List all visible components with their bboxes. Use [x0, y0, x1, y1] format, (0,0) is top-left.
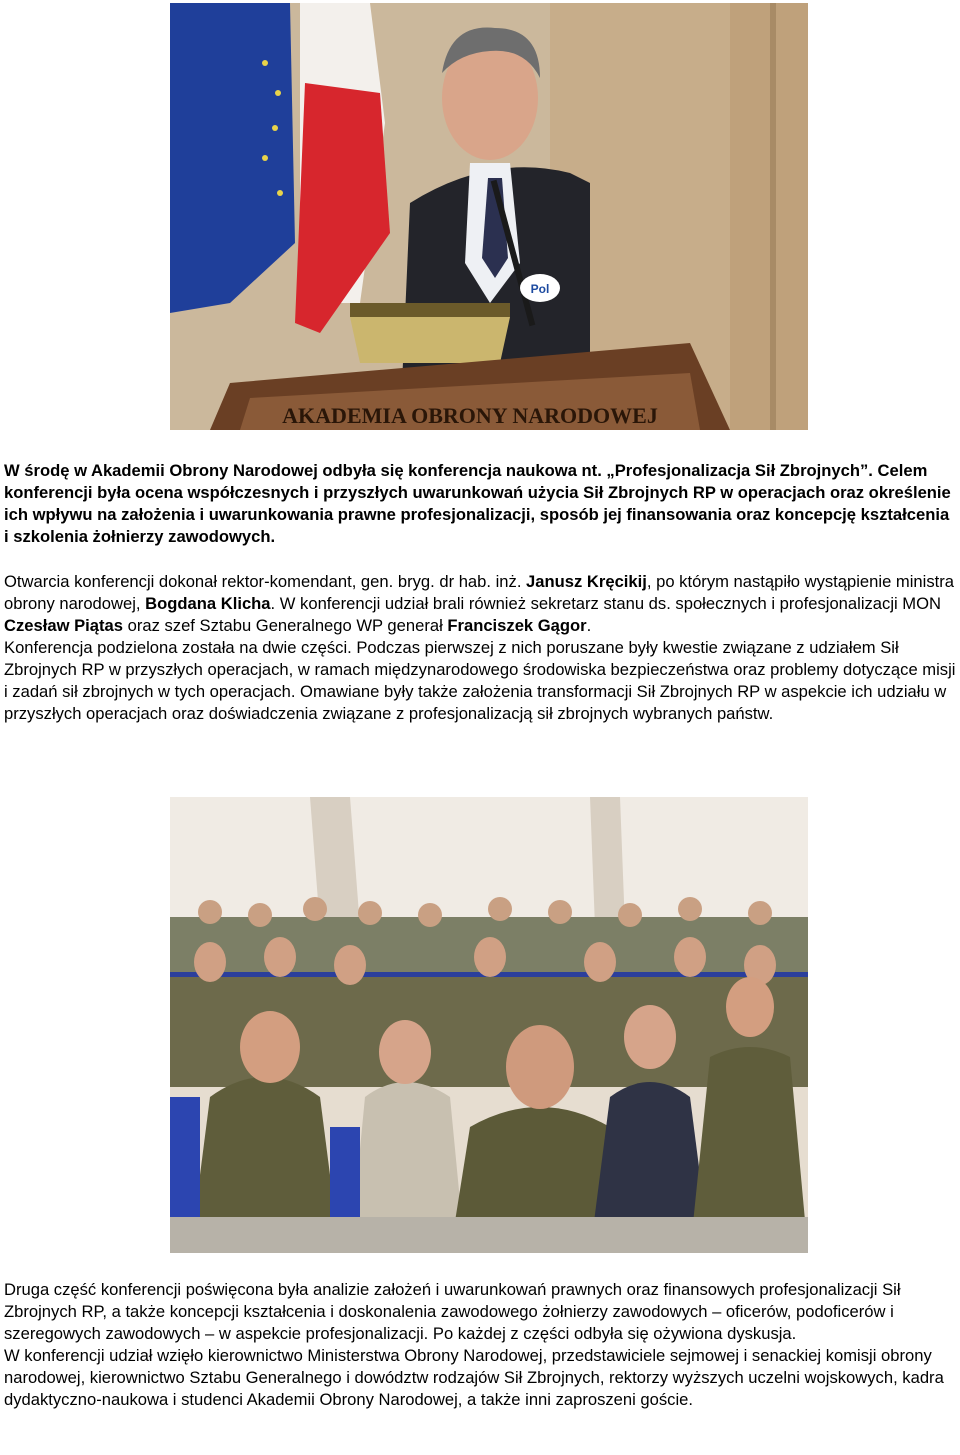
opening-paragraph [4, 571, 956, 637]
first-part-paragraph: Konferencja podzielona została na dwie części. Podczas pierwszej z nich poruszane były kwestie związane z udziałem Sił Zbrojnych RP w przyszłych operacjach, w ramach międzynarodowego środowiska bezpieczeństwa oraz problemy dotyczące misji i zadań sił zbrojnych w tych operacjach. Omawiane były także założenia transformacji Sił Zbrojnych RP w aspekcie ich udziału w przyszłych operacjach oraz doświadczenia związane z profesjonalizacją sił zbrojnych wybranych państw. [4, 638, 956, 723]
speaker-photo-illustration [170, 3, 808, 430]
speaker-photo [170, 3, 808, 430]
opening-text-c: . W konferencji udział brali również sekretarz stanu ds. społecznych i profesjonalizacji MON [270, 594, 942, 613]
second-part-paragraph: Druga część konferencji poświęcona była analizie założeń i uwarunkowań prawnych oraz finansowych profesjonalizacji Sił Zbrojnych RP, a także koncepcji kształcenia i doskonalenia zawodowego żołnierzy zawodowych – oficerów, podoficerów i szeregowych zawodowych – w aspekcie profesjonalizacji. Po każdej z części odbyła się ożywiona dyskusja. [4, 1280, 901, 1343]
person-name-minister: Bogdana Klicha [145, 594, 271, 613]
lectern-banner-text: AKADEMIA OBRONY NARODOWEJ [282, 403, 658, 428]
opening-text-e: . [586, 616, 592, 635]
audience-photo-illustration [170, 797, 808, 1253]
opening-text-b: , po którym nastąpiło wystąpienie ministra obrony narodowej, [4, 572, 954, 613]
body-section-1 [4, 571, 956, 725]
person-name-rector: Janusz Kręcikij [526, 572, 647, 591]
lead-section [4, 460, 956, 548]
opening-text-a: Otwarcia konferencji dokonał rektor-komendant, gen. bryg. dr hab. inż. [4, 572, 527, 591]
participants-paragraph: W konferencji udział wzięło kierownictwo Ministerstwa Obrony Narodowej, przedstawiciele sejmowej i senackiej komisji obrony narodowej, kierownictwo Sztabu Generalnego i dowództw rodzajów Sił Zbrojnych, rektorzy wyższych uczelni wojskowych, kadra dydaktyczno-naukowa i studenci Akademii Obrony Narodowej, a także inni zaproszeni goście. [4, 1346, 944, 1409]
lead-paragraph: W środę w Akademii Obrony Narodowej odbyła się konferencja naukowa nt. „Profesjonalizacja Sił Zbrojnych”. Celem konferencji była ocena współczesnych i przyszłych uwarunkowań użycia Sił Zbrojnych RP w operacjach oraz określenie ich wpływu na założenia i uwarunkowania prawne profesjonalizacji, sposób jej finansowania oraz koncepcję kształcenia i szkolenia żołnierzy zawodowych. [4, 461, 951, 546]
audience-photo [170, 797, 808, 1253]
person-name-secretary: Czesław Piątas [4, 616, 123, 635]
person-name-general: Franciszek Gągor [447, 616, 587, 635]
opening-text-d: oraz szef Sztabu Generalnego WP generał [122, 616, 448, 635]
body-section-2 [4, 1279, 956, 1411]
microphone-logo-text: Pol [530, 282, 550, 296]
